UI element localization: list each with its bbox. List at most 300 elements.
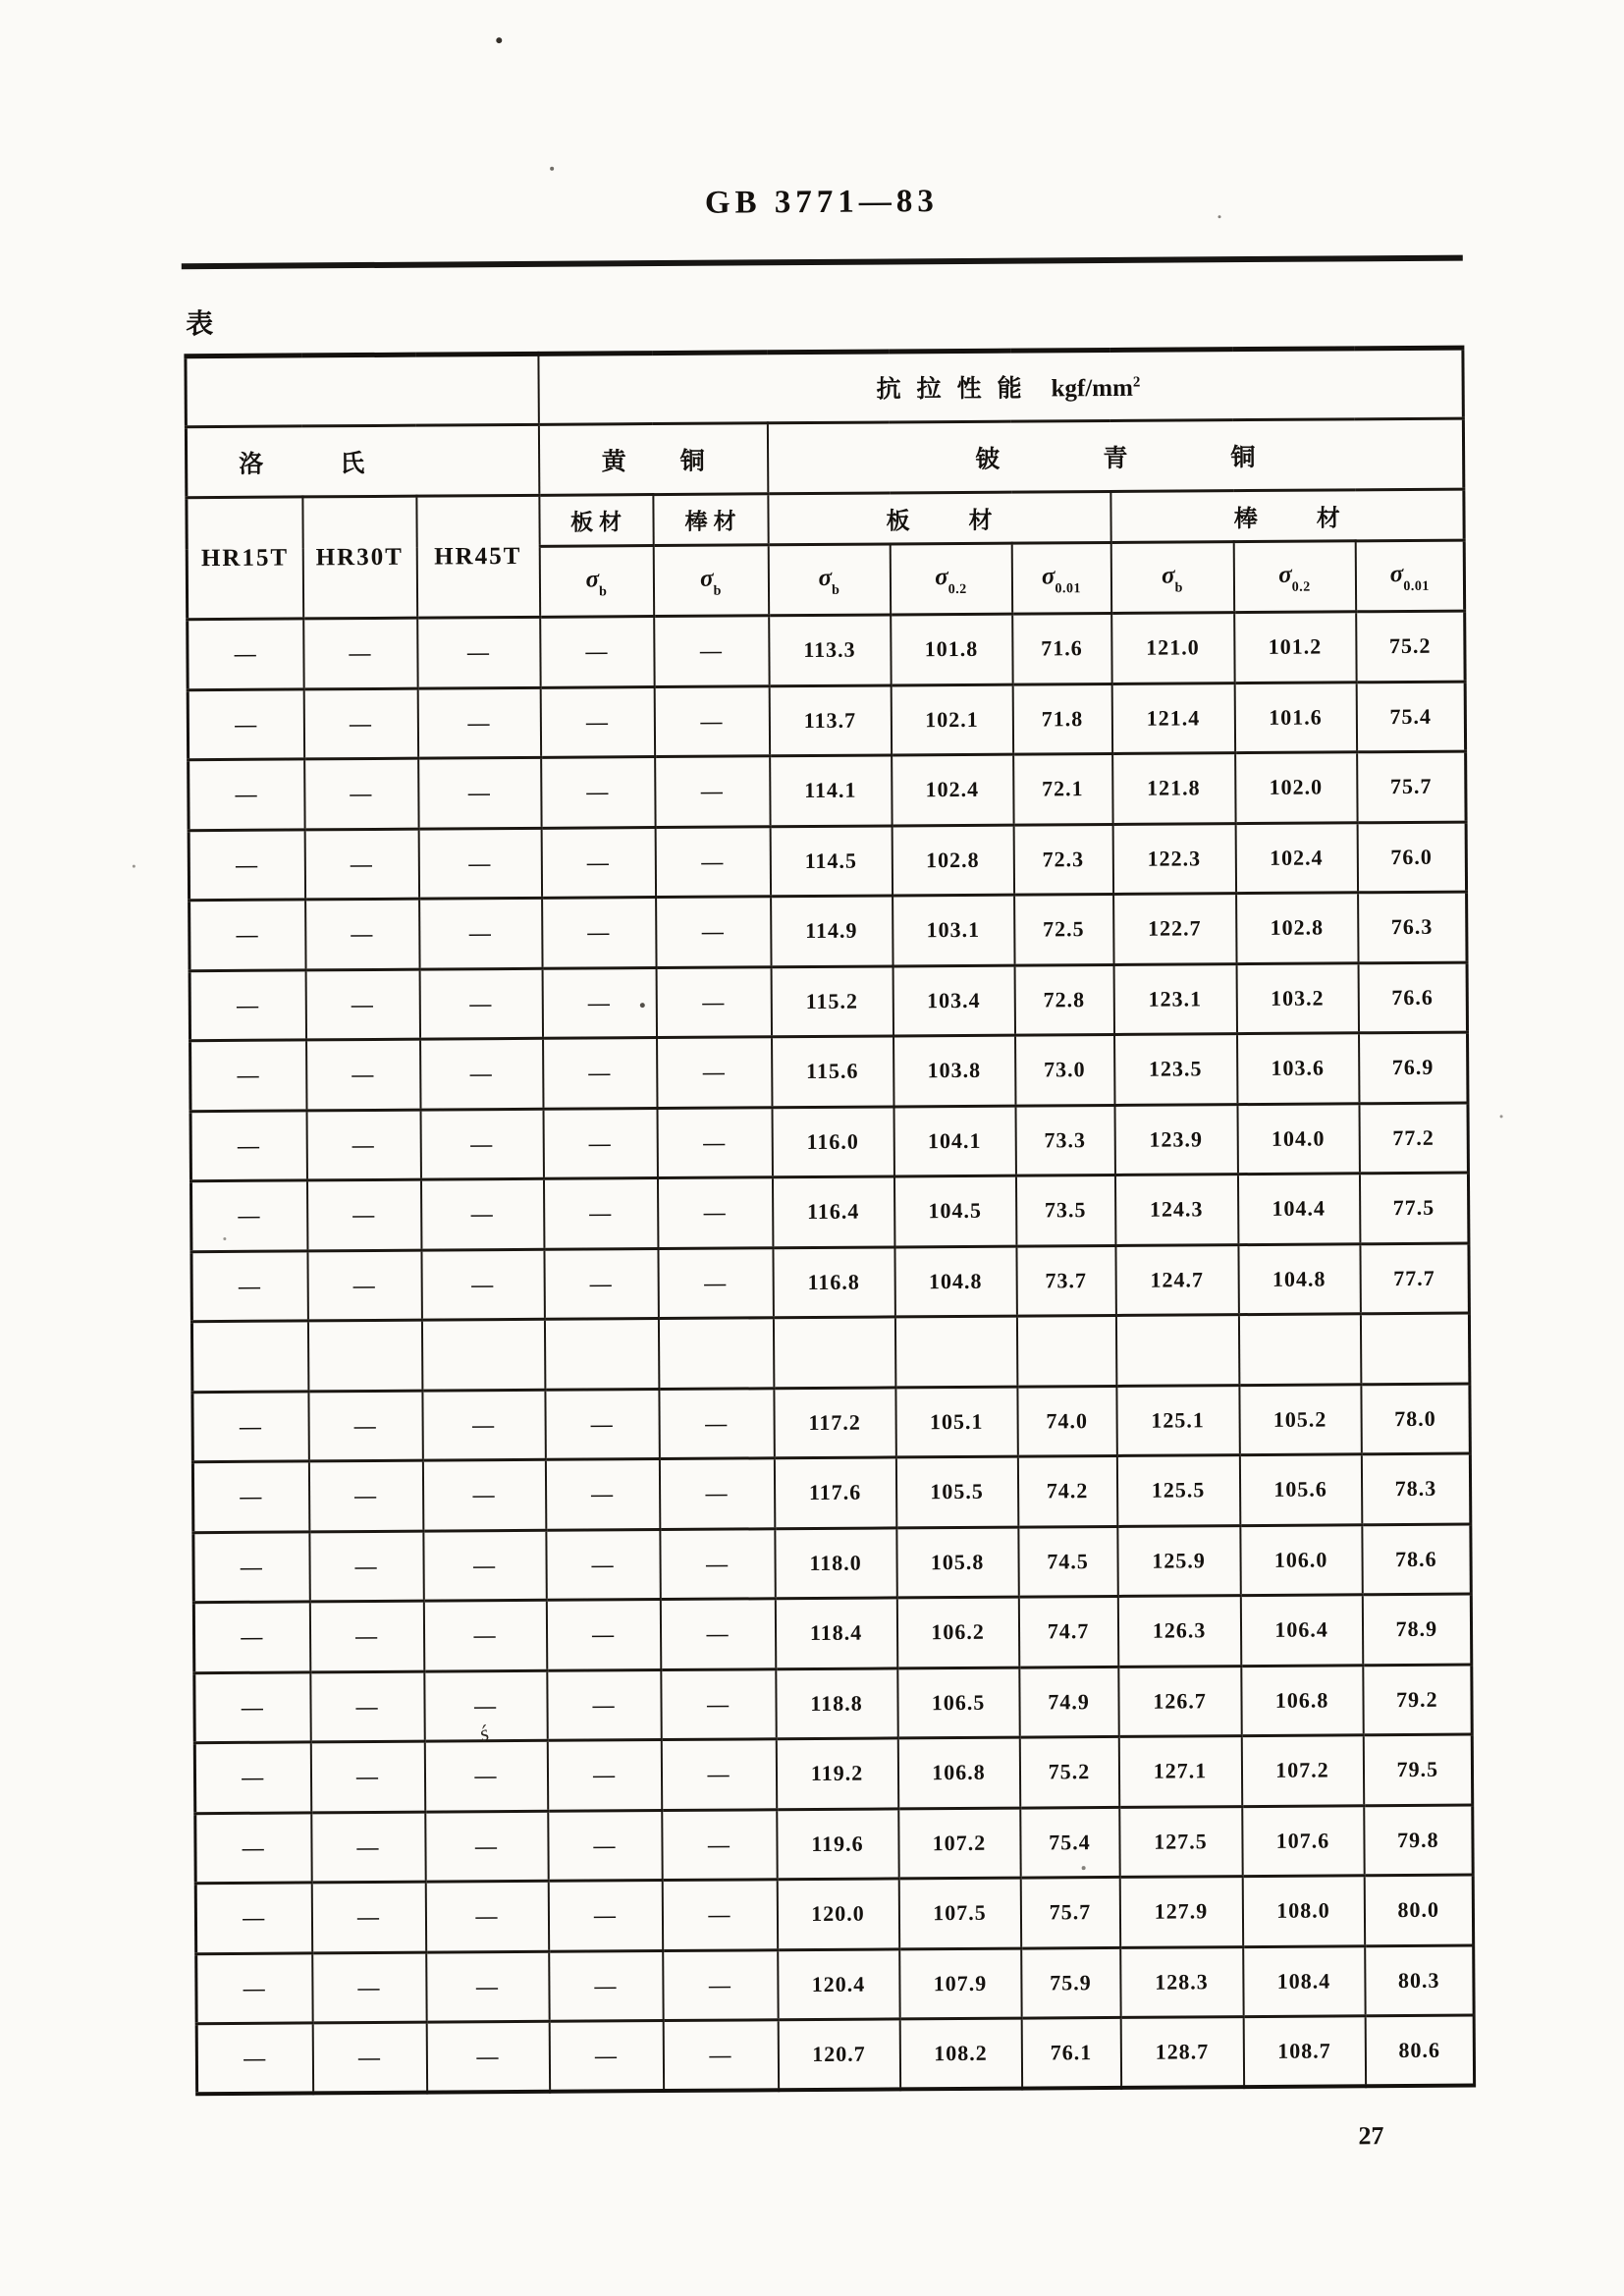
table-cell: 75.7: [1020, 1877, 1119, 1947]
sigma-symbol: σ: [1278, 562, 1292, 589]
table-cell: —: [660, 1599, 775, 1669]
table-cell: —: [543, 1108, 657, 1178]
table-cell: 71.6: [1012, 613, 1111, 683]
table-cell: —: [657, 1177, 772, 1248]
table-cell: 103.4: [893, 965, 1014, 1036]
table-cell: —: [310, 1671, 424, 1742]
table-cell: —: [303, 688, 417, 759]
table-cell: —: [306, 1179, 420, 1250]
table-row: [190, 1103, 1469, 1181]
table-cell: 108.0: [1242, 1876, 1364, 1946]
header-hr45t: HR45T: [416, 495, 540, 618]
bronze-label: 铍青铜: [975, 442, 1359, 473]
table-cell: 77.2: [1359, 1103, 1469, 1174]
table-cell: —: [422, 1459, 545, 1530]
table-row: [194, 1734, 1473, 1813]
table-cell: 127.5: [1119, 1806, 1242, 1877]
table-cell: —: [420, 1038, 543, 1109]
table-cell: 74.0: [1017, 1386, 1116, 1456]
table-cell: 104.4: [1237, 1174, 1359, 1244]
table-cell: 123.9: [1114, 1104, 1237, 1175]
table-cell: —: [549, 1950, 663, 2021]
table-cell: 120.4: [778, 1948, 899, 2019]
scan-speck: [1218, 215, 1220, 218]
table-cell: 127.9: [1119, 1877, 1242, 1947]
table-cell: 124.3: [1114, 1175, 1237, 1245]
table-cell: —: [306, 1110, 420, 1180]
table-cell: —: [657, 1037, 772, 1108]
table-cell: 107.6: [1242, 1805, 1364, 1876]
table-row: [195, 1875, 1474, 1953]
table-cell: 108.4: [1243, 1945, 1365, 2016]
header-bronze-rod: [1110, 489, 1464, 542]
table-cell: 74.9: [1019, 1667, 1118, 1737]
rockwell-label: 洛氏: [239, 448, 442, 478]
table-cell: 118.4: [775, 1598, 896, 1668]
table-row: [194, 1665, 1473, 1743]
table-cell: —: [656, 897, 771, 967]
table-cell: —: [655, 826, 770, 897]
table-body: [188, 611, 1475, 2094]
table-cell: —: [663, 1949, 778, 2020]
table-cell: —: [309, 1531, 423, 1602]
table-cell: —: [548, 1810, 662, 1881]
table-cell: 103.1: [893, 895, 1014, 965]
table-cell: —: [189, 759, 304, 830]
sigma-subscript: b: [1174, 580, 1183, 596]
tensile-unit: [1051, 375, 1140, 403]
table-cell: 71.8: [1012, 683, 1111, 754]
table-cell: 73.0: [1015, 1034, 1114, 1105]
header-hr15t: HR15T: [187, 497, 303, 620]
table-row: [191, 1313, 1470, 1392]
table-cell: —: [549, 2021, 663, 2092]
table-cell: —: [658, 1247, 773, 1318]
sigma-header-brass-rod-b: [653, 545, 768, 617]
sigma-symbol: σ: [1041, 563, 1056, 590]
table-row: [189, 822, 1467, 901]
table-cell: 102.1: [891, 684, 1012, 755]
table-cell: 117.2: [774, 1387, 895, 1457]
table-cell: —: [425, 1811, 548, 1882]
table-cell: —: [419, 968, 542, 1039]
header-blank-cell: [186, 354, 538, 426]
sigma-header-bronze-rod-b: [1110, 542, 1233, 614]
table-cell: 75.4: [1020, 1807, 1119, 1878]
table-cell: —: [659, 1458, 774, 1529]
scan-speck: [1082, 1866, 1086, 1870]
scan-speck: [223, 1237, 226, 1240]
table-cell: 78.3: [1361, 1453, 1471, 1524]
page-number: 27: [1358, 2121, 1384, 2151]
sigma-subscript: 0.01: [1403, 578, 1430, 594]
table-cell: —: [188, 619, 303, 689]
brass-plate-label: 板材: [569, 509, 628, 535]
table-cell: 108.2: [899, 2018, 1021, 2089]
table-cell: [307, 1320, 421, 1391]
table-cell: —: [417, 617, 540, 687]
sigma-header-bronze-rod-02: [1233, 541, 1355, 613]
table-cell: —: [661, 1739, 776, 1810]
table-cell: [191, 1321, 307, 1392]
table-cell: 74.2: [1017, 1455, 1116, 1526]
table-cell: 76.6: [1358, 962, 1468, 1033]
table-cell: —: [417, 687, 540, 758]
table-cell: 105.2: [1239, 1384, 1361, 1454]
table-cell: —: [190, 1180, 306, 1251]
table-cell: 72.3: [1013, 824, 1112, 895]
table-cell: 80.6: [1365, 2015, 1475, 2086]
table-cell: 120.0: [777, 1879, 898, 1949]
table-cell: 79.5: [1363, 1734, 1473, 1805]
table-cell: 107.2: [898, 1808, 1020, 1879]
table-cell: 75.2: [1019, 1736, 1118, 1807]
table-cell: —: [418, 757, 541, 828]
table-cell: —: [194, 1742, 310, 1813]
table-cell: —: [422, 1390, 545, 1460]
table-cell: —: [312, 1952, 426, 2023]
table-cell: 106.5: [897, 1667, 1019, 1738]
scan-speck: [1500, 1115, 1503, 1118]
table-cell: [1115, 1315, 1238, 1386]
table-cell: —: [420, 1109, 543, 1179]
table-cell: 78.0: [1361, 1384, 1471, 1454]
header-rockwell: [186, 424, 538, 497]
table-row: [189, 751, 1467, 830]
table-cell: 72.1: [1013, 753, 1112, 824]
table-cell: 73.7: [1016, 1245, 1115, 1316]
table-cell: —: [311, 1882, 425, 1952]
table-cell: 76.3: [1358, 892, 1468, 962]
table-cell: 106.0: [1240, 1524, 1362, 1595]
brass-rod-label: 棒材: [684, 508, 742, 534]
table-cell: [1238, 1314, 1360, 1385]
table-cell: —: [193, 1602, 309, 1672]
table-cell: —: [656, 966, 771, 1037]
table-cell: 102.8: [1236, 893, 1358, 963]
header-bronze-plate: [768, 491, 1110, 544]
table-cell: —: [190, 1110, 306, 1180]
tensile-unit-base: kgf/mm: [1051, 374, 1133, 403]
sigma-symbol: σ: [1389, 561, 1404, 588]
table-cell: 74.7: [1018, 1596, 1117, 1667]
scan-speck: [640, 1003, 645, 1008]
table-cell: —: [540, 617, 654, 687]
sigma-symbol: σ: [818, 565, 833, 592]
table-row: [196, 1945, 1475, 2024]
table-row: [192, 1453, 1471, 1532]
table-cell: 116.8: [773, 1246, 894, 1317]
table-cell: —: [543, 1038, 657, 1109]
table-row: [196, 2015, 1475, 2094]
table-cell: 76.1: [1021, 2017, 1120, 2088]
table-cell: —: [547, 1740, 661, 1811]
table-cell: 72.8: [1014, 964, 1113, 1035]
table-cell: 77.7: [1360, 1243, 1470, 1314]
table-cell: 106.8: [897, 1737, 1019, 1808]
header-row-forms: [187, 489, 1464, 549]
bronze-plate-label: 板材: [886, 507, 1052, 535]
table-row: [195, 1805, 1474, 1884]
sigma-header-brass-plate-b: [539, 546, 653, 618]
tensile-title: 抗拉性能: [876, 374, 1038, 404]
table-cell: —: [661, 1668, 776, 1739]
table-cell: —: [663, 2020, 778, 2091]
table-cell: —: [543, 1178, 657, 1249]
table-row: [190, 1173, 1469, 1251]
table-cell: [894, 1316, 1016, 1387]
table-cell: [1360, 1313, 1470, 1384]
table-cell: 73.3: [1015, 1105, 1114, 1175]
table-cell: 80.0: [1364, 1875, 1474, 1945]
sigma-subscript: b: [832, 582, 840, 598]
table-cell: —: [311, 1812, 425, 1883]
table-cell: —: [541, 827, 655, 898]
table-cell: [421, 1319, 544, 1390]
sigma-symbol: σ: [585, 566, 600, 593]
table-cell: —: [425, 1881, 548, 1951]
table-cell: —: [307, 1250, 421, 1321]
table-cell: —: [547, 1669, 661, 1740]
table-cell: —: [545, 1459, 659, 1530]
table-cell: 122.3: [1112, 823, 1235, 894]
table-cell: 125.5: [1116, 1455, 1239, 1526]
table-cell: —: [193, 1531, 309, 1602]
header-brass-rod: [653, 494, 768, 546]
table-cell: —: [310, 1741, 424, 1812]
table-cell: 72.5: [1014, 894, 1113, 964]
table-cell: 101.2: [1234, 612, 1356, 683]
title-rule: [182, 255, 1463, 270]
table-cell: —: [305, 899, 419, 969]
table-cell: 105.8: [896, 1527, 1018, 1598]
table-cell: 127.1: [1118, 1736, 1241, 1807]
scan-speck: [550, 167, 554, 171]
table-cell: —: [657, 1107, 772, 1177]
table-cell: 77.5: [1359, 1173, 1469, 1243]
table-cell: —: [546, 1600, 660, 1670]
table-cell: 103.8: [893, 1035, 1015, 1106]
table-cell: —: [194, 1671, 310, 1742]
table-cell: 114.1: [770, 755, 892, 826]
table-cell: —: [542, 898, 656, 968]
table-cell: —: [420, 1178, 543, 1249]
sigma-subscript: 0.01: [1055, 580, 1082, 596]
table-cell: —: [189, 900, 305, 970]
table-row: [189, 892, 1468, 970]
table-cell: —: [312, 2022, 426, 2093]
table-cell: 102.4: [1235, 822, 1357, 893]
table-cell: 126.3: [1117, 1596, 1240, 1667]
table-cell: 121.8: [1112, 753, 1235, 824]
table-cell: 103.2: [1236, 962, 1358, 1033]
tensile-unit-exponent: 2: [1132, 374, 1141, 391]
table-cell: 128.3: [1120, 1946, 1243, 2017]
table-cell: 106.2: [896, 1597, 1018, 1667]
table-cell: 125.9: [1117, 1525, 1240, 1596]
table-cell: —: [424, 1740, 547, 1811]
table-cell: 75.9: [1021, 1947, 1120, 2018]
sigma-header-bronze-rod-001: [1355, 540, 1465, 612]
table-cell: —: [196, 2023, 312, 2094]
table-cell: 102.4: [892, 754, 1013, 825]
table-cell: —: [421, 1249, 544, 1320]
table-cell: —: [191, 1250, 307, 1321]
table-cell: 102.0: [1235, 752, 1357, 823]
table-cell: 101.6: [1234, 682, 1356, 752]
table-cell: —: [308, 1460, 422, 1531]
table-cell: —: [192, 1391, 308, 1461]
table-cell: —: [309, 1601, 423, 1671]
table-cell: —: [426, 1951, 549, 2022]
table-row: [190, 1032, 1469, 1111]
table-header: [186, 348, 1465, 620]
table-cell: 105.1: [895, 1387, 1017, 1457]
table-cell: —: [418, 828, 541, 899]
table-cell: —: [662, 1880, 777, 1950]
table-cell: [658, 1318, 773, 1389]
table-cell: 75.2: [1356, 611, 1466, 682]
scan-speck: [496, 37, 502, 43]
table-cell: 107.9: [899, 1948, 1021, 2019]
table-cell: —: [304, 829, 418, 900]
table-cell: —: [308, 1391, 422, 1461]
table-row: [188, 611, 1466, 689]
header-tensile-strength: [538, 348, 1464, 424]
sigma-subscript: b: [713, 583, 722, 599]
table-cell: —: [192, 1461, 308, 1532]
table-label: 表: [186, 308, 214, 340]
table-cell: 123.1: [1113, 963, 1236, 1034]
table-cell: —: [659, 1388, 774, 1458]
table-cell: 104.8: [1238, 1243, 1360, 1314]
table-cell: 105.6: [1239, 1454, 1361, 1525]
table-row: [193, 1524, 1472, 1603]
table-row: [192, 1384, 1471, 1462]
table-cell: 117.6: [774, 1457, 895, 1528]
brass-label: 黄铜: [601, 446, 759, 475]
sigma-symbol: σ: [699, 566, 714, 593]
header-row-tensile: [186, 348, 1464, 427]
table-cell: —: [195, 1812, 311, 1883]
table-row: [193, 1594, 1472, 1672]
table-cell: —: [654, 616, 769, 686]
sigma-header-bronze-plate-02: [890, 543, 1011, 615]
table-cell: 125.1: [1116, 1385, 1239, 1455]
table-cell: —: [419, 898, 542, 968]
scan-speck: [133, 865, 135, 868]
table-cell: —: [303, 618, 417, 688]
table-cell: —: [548, 1881, 662, 1951]
table-cell: 80.3: [1365, 1945, 1475, 2016]
bronze-rod-label: 棒材: [1233, 505, 1399, 533]
table-cell: 126.7: [1118, 1666, 1241, 1736]
table-cell: 115.2: [771, 965, 893, 1036]
sigma-symbol: σ: [935, 564, 948, 591]
header-beryllium-bronze: [767, 418, 1464, 494]
hardness-conversion-table: [184, 346, 1476, 2097]
table-cell: 108.7: [1243, 2016, 1365, 2087]
table-cell: 103.6: [1237, 1033, 1359, 1104]
table-cell: 107.5: [898, 1878, 1020, 1948]
table-cell: 76.0: [1357, 822, 1467, 893]
table-cell: 113.3: [769, 615, 891, 685]
sigma-symbol: σ: [1161, 562, 1175, 590]
table-cell: —: [306, 1039, 420, 1110]
table-cell: —: [190, 1040, 306, 1111]
header-row-materials: [186, 418, 1464, 498]
header-brass: [538, 423, 767, 496]
table-cell: 78.6: [1362, 1524, 1472, 1595]
table-cell: 118.8: [776, 1667, 897, 1738]
table-cell: —: [541, 757, 655, 828]
table-cell: 104.5: [893, 1175, 1015, 1246]
table-cell: —: [196, 1952, 312, 2023]
table-cell: —: [426, 2021, 549, 2092]
table-cell: 104.0: [1237, 1103, 1359, 1174]
table-cell: 119.2: [776, 1738, 897, 1809]
table-cell: 102.8: [892, 825, 1013, 896]
table-cell: —: [662, 1809, 777, 1880]
table-cell: —: [544, 1248, 658, 1319]
table-cell: 106.8: [1241, 1665, 1363, 1735]
table-row: [188, 682, 1466, 760]
table-cell: —: [305, 969, 419, 1040]
table-cell: 114.5: [770, 825, 892, 896]
table-cell: 105.5: [895, 1456, 1017, 1527]
table-cell: 78.9: [1362, 1594, 1472, 1665]
table-cell: 79.2: [1363, 1665, 1473, 1735]
table-row: [191, 1243, 1470, 1322]
table-cell: 104.1: [893, 1106, 1015, 1176]
table-row: [189, 962, 1468, 1041]
table-cell: —: [660, 1528, 775, 1599]
table-cell: —: [654, 685, 769, 756]
table-cell: 115.6: [772, 1036, 893, 1107]
header-brass-plate: [539, 495, 653, 547]
table-cell: 75.7: [1357, 751, 1467, 822]
table-cell: 116.4: [772, 1176, 893, 1247]
table-cell: 121.0: [1111, 613, 1234, 683]
table-cell: —: [304, 758, 418, 829]
table-cell: 73.5: [1015, 1175, 1114, 1245]
table-cell: —: [545, 1389, 659, 1459]
sigma-subscript: b: [599, 583, 608, 600]
table-cell: —: [423, 1600, 546, 1670]
sigma-header-bronze-plate-001: [1011, 542, 1110, 614]
header-hr30t: HR30T: [302, 496, 417, 619]
table-cell: —: [195, 1883, 311, 1953]
table-cell: 79.8: [1364, 1805, 1474, 1876]
table-cell: 120.7: [778, 2019, 899, 2090]
table-cell: 74.5: [1018, 1526, 1117, 1597]
table-cell: 118.0: [775, 1527, 896, 1598]
table-cell: [773, 1317, 894, 1388]
table-cell: [544, 1319, 658, 1390]
table-cell: 75.4: [1356, 682, 1466, 752]
table-cell: 121.4: [1111, 683, 1234, 753]
table-cell: 107.2: [1241, 1735, 1363, 1806]
stray-mark: ś: [475, 1720, 492, 1746]
table-cell: —: [189, 829, 304, 900]
table-cell: 122.7: [1113, 894, 1236, 964]
table-cell: —: [655, 756, 770, 827]
table-cell: 101.8: [891, 614, 1012, 684]
table-cell: —: [189, 969, 305, 1040]
table-cell: 124.7: [1115, 1244, 1238, 1315]
standard-number: GB 3771—83: [704, 184, 939, 221]
table-cell: —: [188, 688, 303, 759]
